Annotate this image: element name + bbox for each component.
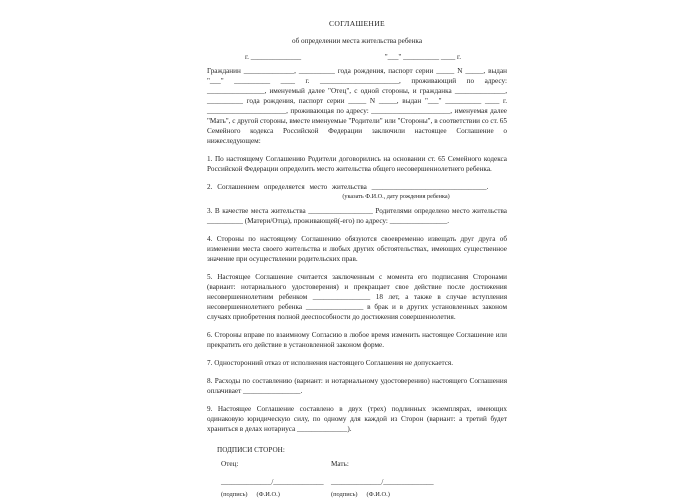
- mother-sign-caption: (подпись): [331, 491, 358, 498]
- clause-7: 7. Односторонний отказ от исполнения настоящего Соглашения не допускается.: [207, 359, 454, 367]
- father-sign-caption: (подпись): [221, 491, 248, 498]
- father-signature-block: [221, 459, 324, 500]
- signatures-heading: ПОДПИСИ СТОРОН:: [217, 446, 285, 454]
- mother-name-caption: (Ф.И.О.): [366, 491, 390, 498]
- document-title: СОГЛАШЕНИЕ: [329, 19, 385, 28]
- preamble-paragraph: Гражданин ______________, __________ года рождения, паспорт серии _____ N _____, выдан "___" __________ ____ г. ______________________, проживающий по адресу: ________________, именуемый далее "Отец", с одной стороны, и гражданка ______________, __________ года рождения, паспорт серии _____ N _____, выдан "___" __________ ____ г. ______________________, проживающая по адресу: ______________________, именуемая далее "Мать", с другой стороны, вместе именуемые "Родители" или "Стороны", в соответствии со ст. 65 Семейного кодекса Российской Федерации заключили настоящее Соглашение о нижеследующем:: [207, 67, 507, 145]
- clause-8: 8. Расходы по составлению (вариант: и нотариальному удостоверению) настоящего Соглашения оплачивает ________________.: [207, 377, 507, 395]
- city-blank-field: г. ______________: [245, 53, 302, 61]
- clause-6: 6. Стороны вправе по взаимному Согласию в любое время изменить настоящее Соглашение или прекратить его действие в установленной законом форме.: [207, 331, 507, 349]
- father-role-label: Отец:: [221, 460, 239, 468]
- document-subtitle: об определении места жительства ребенка: [291, 37, 423, 45]
- father-signature-captions: [221, 490, 309, 500]
- mother-signature-block: [331, 459, 434, 500]
- clause-4: 4. Стороны по настоящему Соглашению обязуются своевременно извещать друг друга об изменении места своего жительства и любых других обстоятельствах, имеющих существенное значение при осуществлении родительских прав.: [207, 235, 507, 263]
- clause-1: 1. По настоящему Соглашению Родители договорились на основании ст. 65 Семейного кодекса Российской Федерации определить место жительства общего несовершеннолетнего ребенка.: [207, 155, 507, 173]
- mother-signature-captions: [331, 490, 419, 500]
- clause-9: 9. Настоящее Соглашение составлено в двух (трех) подлинных экземплярах, имеющих одинаковую юридическую силу, по одному для каждой из Сторон (вариант: а третий будет храниться в делах нотариуса ______________).: [207, 405, 507, 433]
- agreement-document: [207, 19, 507, 500]
- clause-2: 2. Соглашением определяется место жительства ________________________________.: [207, 183, 489, 191]
- clause-2-caption: (указать Ф.И.О., дату рождения ребенка): [342, 193, 450, 200]
- signature-columns: [207, 459, 507, 500]
- clause-5: 5. Настоящее Соглашение считается заключенным с момента его подписания Сторонами (вариант: нотариального удостоверения) и прекращает свое действие после достижения несовершеннолетним ребенком ________________ 18 лет, а также в случае вступления несовершеннолетнего ребенка ________________ в брак и в других установленных законом случаях приобретения полной дееспособности до достижения совершеннолетия.: [207, 273, 507, 321]
- mother-role-label: Мать:: [331, 460, 349, 468]
- mother-signature-line: ______________/______________: [331, 478, 434, 486]
- father-name-caption: (Ф.И.О.): [256, 491, 280, 498]
- place-date-row: [207, 52, 507, 62]
- clause-3: 3. В качестве места жительства __________________ Родителями определено место жительства __________ (Матери/Отца), проживающей(-его) по адресу: ________________.: [207, 207, 507, 225]
- date-blank-field: "___" __________ ____ г.: [384, 53, 461, 61]
- father-signature-line: ______________/______________: [221, 478, 324, 486]
